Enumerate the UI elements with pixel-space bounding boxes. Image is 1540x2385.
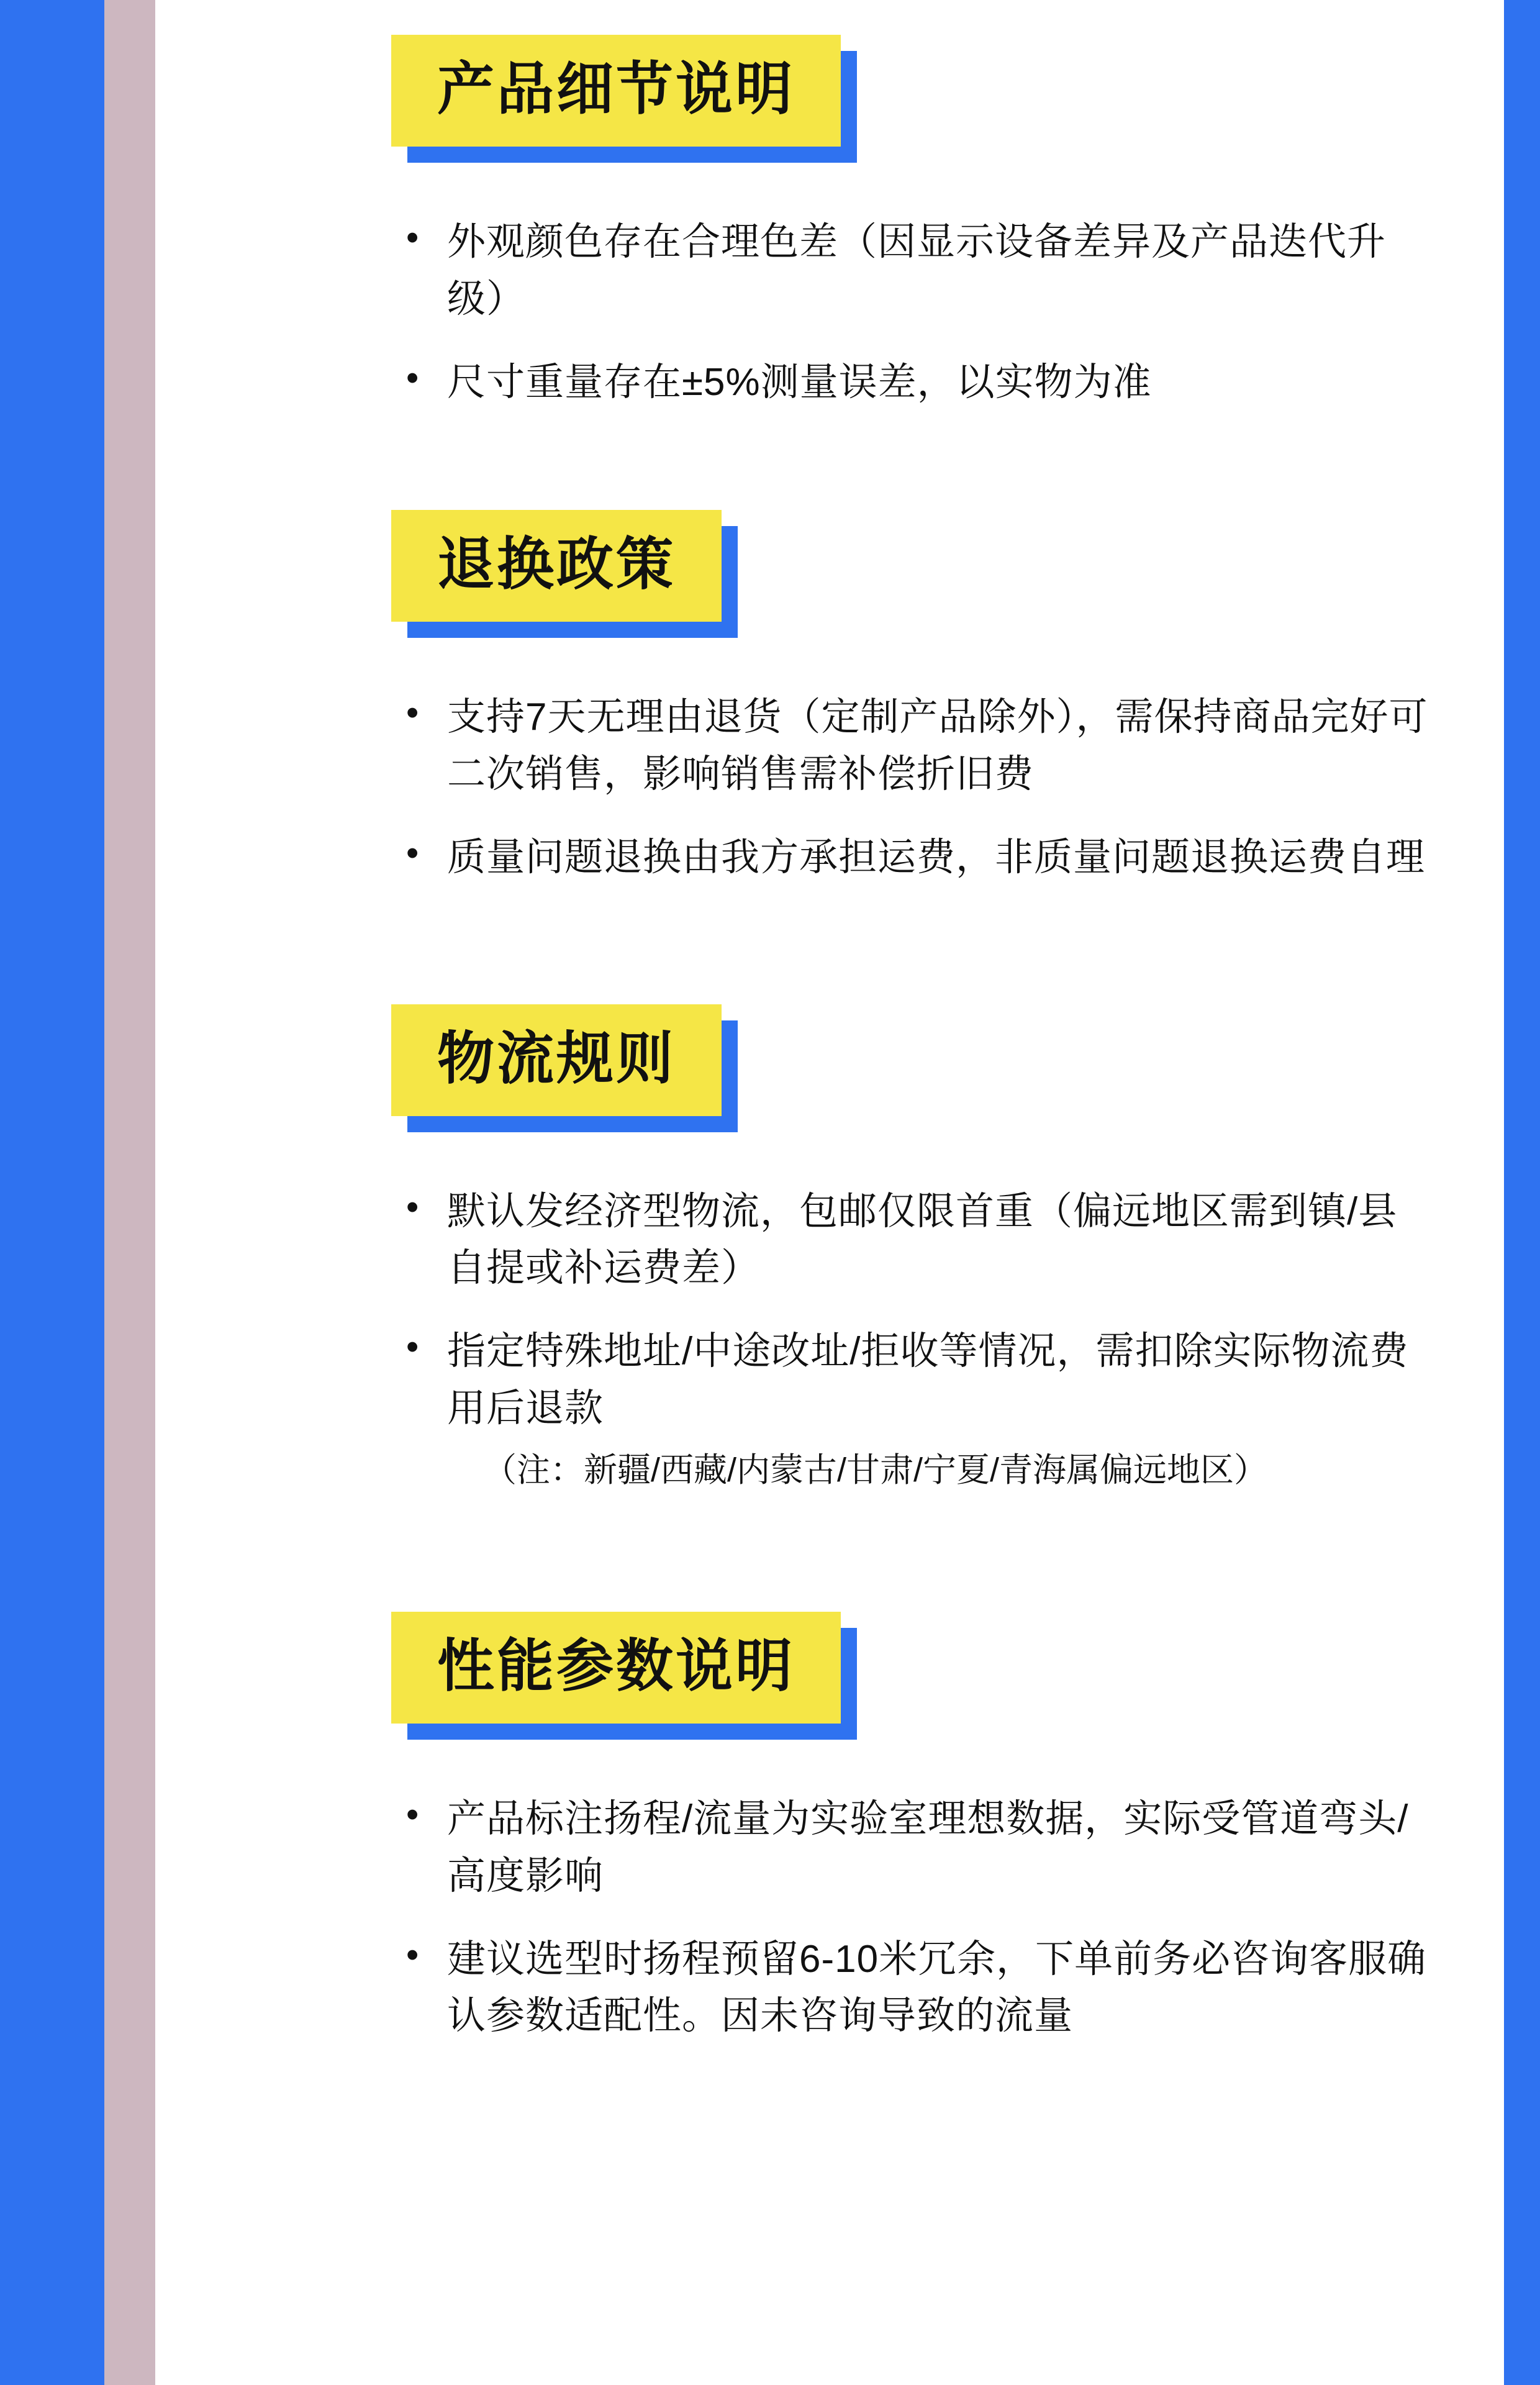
- right-blue-edge-bar: [1504, 0, 1540, 2385]
- section-return-policy: [374, 510, 1436, 886]
- list-item: • 质量问题退换由我方承担运费，非质量问题退换运费自理: [374, 829, 1436, 886]
- list-item: • 建议选型时扬程预留6-10米冗余，下单前务必咨询客服确认参数适配性。因未咨询导致的流量: [374, 1931, 1436, 2045]
- top-spacer: [374, 0, 1436, 35]
- section-spacer: [374, 435, 1436, 510]
- left-lilac-strip: [104, 0, 155, 2385]
- content-inner: [188, 0, 1504, 2045]
- section-heading-wrap: [391, 1612, 841, 1724]
- bullet-list: [374, 1183, 1436, 1437]
- list-item: • 产品标注扬程/流量为实验室理想数据，实际受管道弯头/高度影响: [374, 1791, 1436, 1905]
- section-spacer: [374, 1519, 1436, 1612]
- section-spacer: [374, 911, 1436, 1004]
- page-content: [188, 0, 1504, 2385]
- bullet-list: [374, 214, 1436, 411]
- left-white-gap: [155, 0, 188, 2385]
- list-item: • 默认发经济型物流，包邮仅限首重（偏远地区需到镇/县自提或补运费差）: [374, 1183, 1436, 1297]
- list-item: • 支持7天无理由退货（定制产品除外），需保持商品完好可二次销售，影响销售需补偿折旧费: [374, 689, 1436, 803]
- section-heading-wrap: [391, 1004, 722, 1116]
- section-heading-wrap: [391, 510, 722, 622]
- logistics-note: （注：新疆/西藏/内蒙古/甘肃/宁夏/青海属偏远地区）: [483, 1451, 1268, 1489]
- section-logistics-rules: [374, 1004, 1436, 1494]
- bullet-list: [374, 1791, 1436, 2045]
- section-heading: 产品细节说明: [391, 35, 841, 147]
- bullet-list: [374, 689, 1436, 886]
- list-item: • 指定特殊地址/中途改址/拒收等情况，需扣除实际物流费用后退款: [374, 1323, 1436, 1437]
- list-item: • 尺寸重量存在±5%测量误差，以实物为准: [374, 354, 1436, 411]
- section-heading: 退换政策: [391, 510, 722, 622]
- section-product-details: [374, 35, 1436, 411]
- left-blue-edge-bar: [0, 0, 104, 2385]
- list-item: • 外观颜色存在合理色差（因显示设备差异及产品迭代升级）: [374, 214, 1436, 328]
- section-performance-parameters: [374, 1612, 1436, 2045]
- section-heading-wrap: [391, 35, 841, 147]
- section-heading: 性能参数说明: [391, 1612, 841, 1724]
- section-heading: 物流规则: [391, 1004, 722, 1116]
